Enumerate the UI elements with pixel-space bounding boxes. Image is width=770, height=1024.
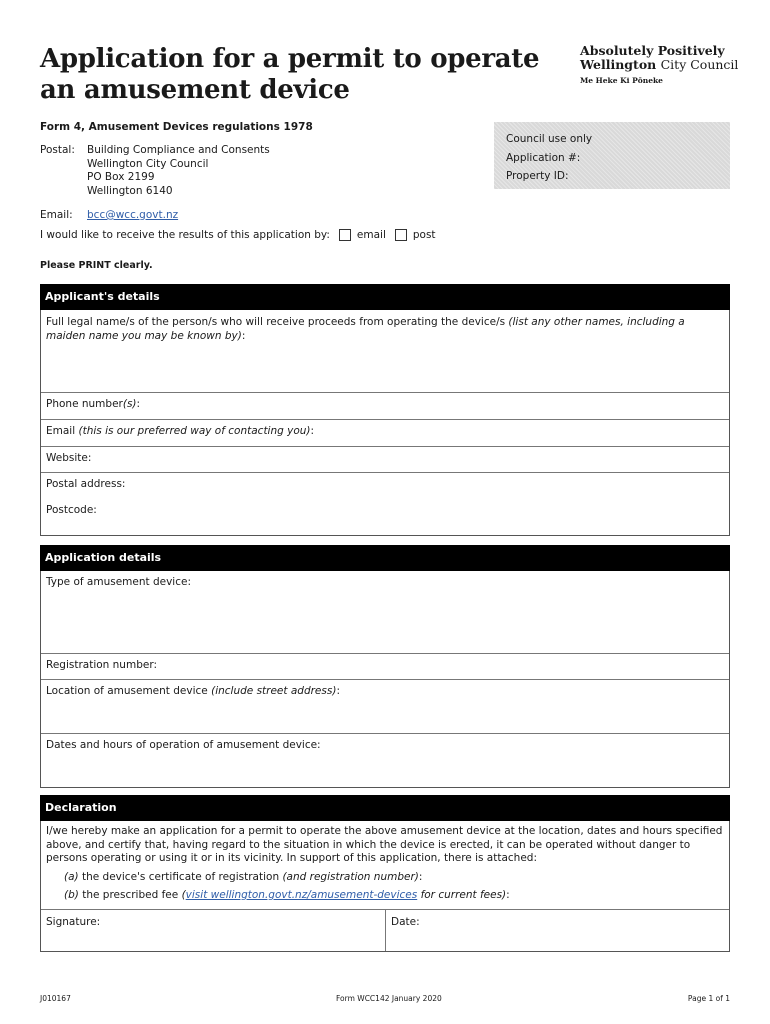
contact-email-row: [40, 209, 179, 221]
council-use-box: [494, 122, 730, 189]
field-label: Website:: [46, 452, 92, 464]
date-label: Date:: [391, 915, 420, 928]
item-paren: (: [181, 889, 186, 901]
item-note: (and registration number): [282, 870, 419, 883]
field-label: Postal address:: [46, 478, 126, 490]
regulation-reference: Form 4, Amusement Devices regulations 1978: [40, 121, 313, 133]
declaration-item-a: [46, 871, 724, 885]
print-instruction: Please PRINT clearly.: [40, 260, 153, 271]
footer-page-number: Page 1 of 1: [687, 994, 730, 1003]
field-note: (list any other names, including a maiden name you may be known by): [46, 316, 685, 342]
page-title: Application for a permit to operate an amusement device: [40, 44, 540, 105]
logo-city-council: City Council: [660, 57, 739, 72]
field-label: Type of amusement device:: [46, 576, 191, 588]
application-details-section: [40, 545, 730, 788]
postal-lines: [87, 144, 270, 198]
post-checkbox[interactable]: [395, 229, 407, 241]
field-colon: :: [136, 398, 141, 410]
legal-name-field[interactable]: [41, 310, 729, 392]
logo-line-3: Me Heke Ki Pōneke: [580, 76, 663, 85]
signature-row: [41, 909, 729, 951]
property-id-field: Property ID:: [506, 170, 569, 182]
footer-form-id: Form WCC142 January 2020: [336, 994, 442, 1003]
postal-line: PO Box 2199: [87, 171, 155, 183]
postal-line: Wellington City Council: [87, 157, 209, 170]
email-checkbox[interactable]: [339, 229, 351, 241]
field-note: (s): [122, 398, 137, 410]
postal-address-field[interactable]: [41, 472, 729, 535]
declaration-paragraph: I/we hereby make an application for a permit to operate the above amusement device at the location, dates and hours specified above, and certify that, having regard to the situation in which the device is erected, it can be operated without danger to persons operating or using it or in its vicinity. In support of this application, there is attached:: [46, 825, 723, 864]
item-colon: :: [506, 889, 510, 901]
postcode-label: Postcode:: [46, 504, 97, 516]
field-note: (include street address): [211, 685, 337, 697]
postal-line: Wellington 6140: [87, 184, 173, 197]
field-label: Email: [46, 425, 76, 437]
field-note: (this is our preferred way of contacting you): [78, 425, 311, 437]
device-type-field[interactable]: [41, 571, 729, 653]
field-label: Registration number:: [46, 659, 157, 671]
declaration-text: [41, 821, 729, 909]
field-colon: :: [310, 425, 315, 437]
email-link[interactable]: bcc@wcc.govt.nz: [87, 209, 179, 221]
email-option-label: email: [356, 229, 386, 241]
field-label: Full legal name/s of the person/s who will receive proceeds from operating the device/s: [46, 316, 506, 328]
logo-line-2: [580, 58, 740, 72]
dates-hours-field[interactable]: [41, 733, 729, 787]
email-label: Email:: [40, 209, 73, 221]
postal-line: Building Compliance and Consents: [87, 144, 270, 156]
item-text: the device's certificate of registration: [81, 870, 280, 883]
logo-wellington: Wellington: [580, 57, 657, 72]
declaration-item-b: [46, 889, 724, 903]
location-field[interactable]: [41, 679, 729, 733]
results-preference-row: [40, 229, 436, 241]
declaration-section: [40, 795, 730, 952]
field-label: Location of amusement device: [46, 685, 208, 697]
section-heading: Application details: [40, 545, 730, 571]
item-colon: :: [418, 870, 423, 883]
fees-link[interactable]: visit wellington.govt.nz/amusement-devices: [185, 889, 418, 901]
registration-number-field[interactable]: [41, 653, 729, 679]
footer-code: J010167: [40, 994, 71, 1003]
item-text: the prescribed fee: [82, 889, 179, 901]
logo-line-1: Absolutely Positively: [580, 43, 725, 58]
council-use-title: Council use only: [506, 133, 593, 145]
field-label: Phone number: [46, 398, 123, 410]
signature-field[interactable]: [41, 910, 386, 951]
field-colon: :: [336, 685, 340, 697]
applicant-details-section: [40, 284, 730, 536]
item-letter: (b): [64, 889, 79, 901]
field-colon: :: [241, 330, 246, 342]
postal-label: Postal:: [40, 144, 75, 156]
signature-label: Signature:: [46, 915, 101, 928]
post-option-label: post: [412, 229, 436, 241]
item-note: for current fees): [420, 889, 507, 901]
section-heading: Declaration: [40, 795, 730, 821]
results-question: I would like to receive the results of this application by:: [40, 229, 330, 241]
email-field[interactable]: [41, 419, 729, 446]
item-letter: (a): [64, 870, 79, 883]
council-logo: [580, 44, 740, 85]
application-number-field: Application #:: [506, 151, 581, 164]
date-field[interactable]: [386, 910, 425, 951]
section-heading: Applicant's details: [40, 284, 730, 310]
website-field[interactable]: [41, 446, 729, 472]
field-label: Dates and hours of operation of amusement device:: [46, 739, 321, 751]
phone-field[interactable]: [41, 392, 729, 419]
